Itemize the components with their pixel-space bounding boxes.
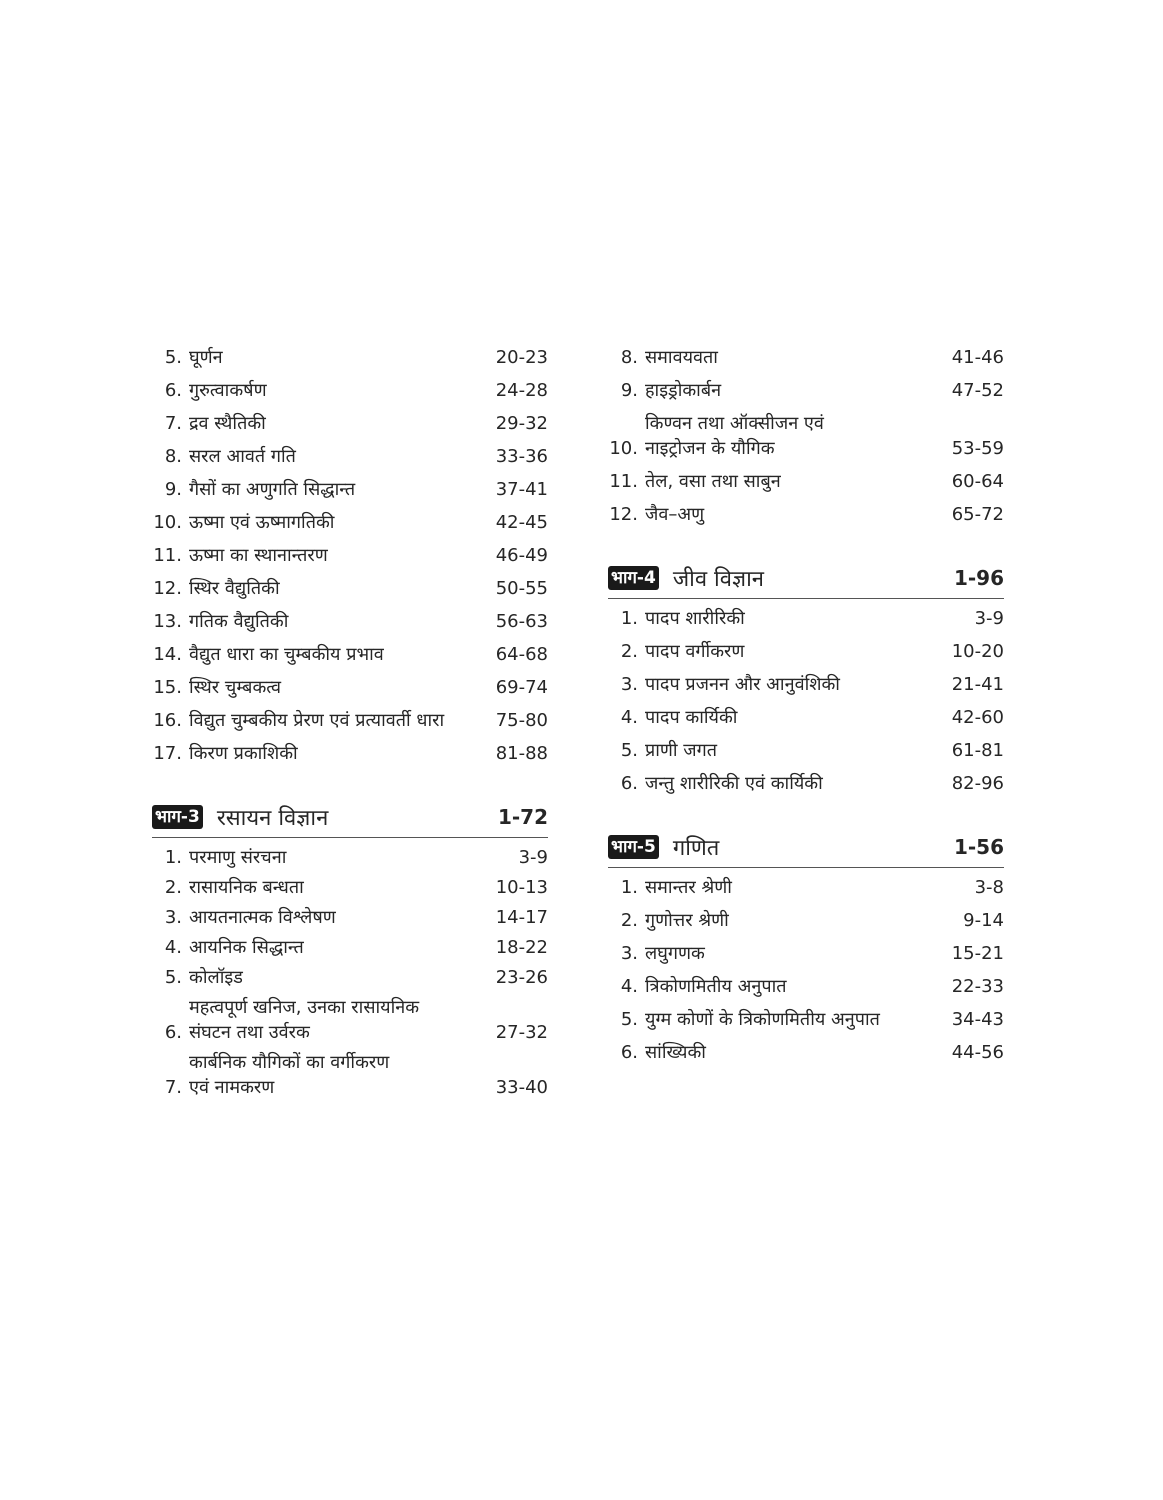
entry-pages: 41-46 (951, 347, 1004, 368)
entry-pages: 33-40 (495, 1077, 548, 1098)
entry-title: सरल आवर्त गति (189, 446, 296, 467)
entry-title: आयतनात्मक विश्लेषण (189, 907, 336, 928)
entry-number: 5. (164, 967, 182, 988)
entry-pages: 33-36 (495, 446, 548, 467)
toc-entry (152, 411, 548, 436)
entry-number: 10. (153, 512, 182, 533)
entry-number: 7. (164, 1077, 182, 1098)
entry-number: 2. (620, 910, 638, 931)
entry-number: 5. (620, 1009, 638, 1030)
toc-entry (152, 543, 548, 568)
entry-pages: 42-60 (951, 707, 1004, 728)
entry-number: 3. (620, 674, 638, 695)
entry-number: 16. (153, 710, 182, 731)
entry-title: पादप शारीरिकी (645, 608, 745, 629)
entry-pages: 21-41 (951, 674, 1004, 695)
entry-pages: 46-49 (495, 545, 548, 566)
entry-title: पादप कार्यिकी (645, 707, 738, 728)
entry-pages: 65-72 (951, 504, 1004, 525)
part-heading (608, 563, 1004, 593)
toc-left-column (152, 345, 548, 1105)
toc-list (152, 345, 548, 766)
part-title: रसायन विज्ञान (216, 806, 329, 831)
entry-number: 2. (620, 641, 638, 662)
entry-pages: 44-56 (951, 1042, 1004, 1063)
entry-title: स्थिर वैद्युतिकी (189, 578, 280, 599)
toc-entry (608, 469, 1004, 494)
toc-entry (608, 908, 1004, 933)
entry-pages: 24-28 (495, 380, 548, 401)
entry-number: 15. (153, 677, 182, 698)
entry-number: 13. (153, 611, 182, 632)
toc-entry (152, 345, 548, 370)
toc-entry (608, 1007, 1004, 1032)
toc-entry (152, 609, 548, 634)
entry-pages: 3-8 (974, 877, 1004, 898)
entry-title: जैव–अणु (645, 504, 705, 525)
toc-entry (152, 642, 548, 667)
toc-entry (608, 974, 1004, 999)
entry-number: 10. (609, 438, 638, 459)
entry-number: 1. (620, 877, 638, 898)
entry-title: ऊष्मा का स्थानान्तरण (189, 545, 328, 566)
toc-entry (608, 606, 1004, 631)
entry-title: ऊष्मा एवं ऊष्मागतिकी (189, 512, 335, 533)
toc-entry (152, 875, 548, 900)
toc-entry (152, 708, 548, 733)
toc-right-column (608, 345, 1004, 1073)
toc-entry (152, 477, 548, 502)
entry-pages: 27-32 (495, 1022, 548, 1043)
entry-pages: 82-96 (951, 773, 1004, 794)
entry-number: 4. (620, 976, 638, 997)
entry-title: किण्वन तथा ऑक्सीजन एवं नाइट्रोजन के यौगिक (645, 413, 824, 459)
entry-number: 3. (620, 943, 638, 964)
entry-pages: 10-20 (951, 641, 1004, 662)
toc-entry (608, 941, 1004, 966)
entry-title: किरण प्रकाशिकी (189, 743, 298, 764)
entry-number: 1. (620, 608, 638, 629)
toc-entry (152, 965, 548, 990)
part-heading (608, 832, 1004, 862)
toc-entry (152, 905, 548, 930)
entry-number: 8. (164, 446, 182, 467)
entry-title: जन्तु शारीरिकी एवं कार्यिकी (645, 773, 823, 794)
entry-number: 8. (620, 347, 638, 368)
part-heading (152, 802, 548, 832)
entry-pages: 9-14 (963, 910, 1004, 931)
entry-pages: 14-17 (495, 907, 548, 928)
entry-pages: 23-26 (495, 967, 548, 988)
part-label-badge: भाग-4 (608, 566, 659, 590)
toc-entry (152, 576, 548, 601)
entry-number: 6. (620, 773, 638, 794)
entry-number: 12. (153, 578, 182, 599)
toc-list (608, 345, 1004, 527)
entry-title: समावयवता (645, 347, 718, 368)
entry-number: 5. (620, 740, 638, 761)
toc-entry (152, 675, 548, 700)
entry-title: घूर्णन (189, 347, 223, 368)
entry-number: 6. (164, 380, 182, 401)
entry-title: आयनिक सिद्धान्त (189, 937, 304, 958)
entry-number: 2. (164, 877, 182, 898)
entry-number: 11. (609, 471, 638, 492)
toc-entry (608, 411, 1004, 461)
entry-pages: 37-41 (495, 479, 548, 500)
entry-title: कार्बनिक यौगिकों का वर्गीकरण एवं नामकरण (189, 1052, 390, 1098)
entry-pages: 47-52 (951, 380, 1004, 401)
toc-entry (608, 738, 1004, 763)
entry-number: 6. (164, 1022, 182, 1043)
part-pages: 1-96 (953, 566, 1004, 590)
entry-title: युग्म कोणों के त्रिकोणमितीय अनुपात (645, 1009, 880, 1030)
entry-pages: 60-64 (951, 471, 1004, 492)
toc-entry (608, 502, 1004, 527)
part-divider (608, 598, 1004, 599)
entry-title: लघुगणक (645, 943, 705, 964)
entry-pages: 42-45 (495, 512, 548, 533)
toc-entry (608, 378, 1004, 403)
entry-pages: 75-80 (495, 710, 548, 731)
toc-list (608, 606, 1004, 796)
toc-list (152, 845, 548, 1100)
part-title: जीव विज्ञान (672, 567, 764, 592)
entry-number: 12. (609, 504, 638, 525)
entry-pages: 53-59 (951, 438, 1004, 459)
entry-pages: 20-23 (495, 347, 548, 368)
entry-pages: 15-21 (951, 943, 1004, 964)
part-label-badge: भाग-5 (608, 835, 659, 859)
entry-number: 9. (620, 380, 638, 401)
entry-title: रासायनिक बन्धता (189, 877, 304, 898)
toc-entry (608, 345, 1004, 370)
entry-pages: 3-9 (974, 608, 1004, 629)
entry-title: गैसों का अणुगति सिद्धान्त (189, 479, 356, 500)
entry-pages: 10-13 (495, 877, 548, 898)
entry-title: समान्तर श्रेणी (645, 877, 732, 898)
entry-number: 1. (164, 847, 182, 868)
entry-number: 4. (620, 707, 638, 728)
toc-entry (152, 935, 548, 960)
toc-entry (152, 378, 548, 403)
entry-title: द्रव स्थैतिकी (189, 413, 266, 434)
entry-pages: 69-74 (495, 677, 548, 698)
entry-pages: 34-43 (951, 1009, 1004, 1030)
toc-entry (608, 771, 1004, 796)
entry-title: गुणोत्तर श्रेणी (645, 910, 729, 931)
entry-number: 9. (164, 479, 182, 500)
entry-pages: 3-9 (518, 847, 548, 868)
entry-title: हाइड्रोकार्बन (645, 380, 722, 401)
part-pages: 1-56 (953, 835, 1004, 859)
toc-entry (608, 875, 1004, 900)
entry-title: पादप वर्गीकरण (645, 641, 745, 662)
entry-pages: 81-88 (495, 743, 548, 764)
entry-title: गतिक वैद्युतिकी (189, 611, 289, 632)
entry-number: 7. (164, 413, 182, 434)
entry-title: गुरुत्वाकर्षण (189, 380, 267, 401)
entry-title: पादप प्रजनन और आनुवंशिकी (645, 674, 840, 695)
entry-title: महत्वपूर्ण खनिज, उनका रासायनिक संघटन तथा उर्वरक (189, 997, 420, 1043)
toc-entry (608, 639, 1004, 664)
entry-title: विद्युत चुम्बकीय प्रेरण एवं प्रत्यावर्ती धारा (189, 710, 445, 731)
entry-number: 4. (164, 937, 182, 958)
part-label-badge: भाग-3 (152, 805, 203, 829)
toc-entry (152, 995, 548, 1045)
toc-entry (152, 1050, 548, 1100)
entry-number: 17. (153, 743, 182, 764)
toc-entry (152, 510, 548, 535)
toc-entry (608, 672, 1004, 697)
entry-title: वैद्युत धारा का चुम्बकीय प्रभाव (189, 644, 384, 665)
entry-pages: 18-22 (495, 937, 548, 958)
entry-pages: 61-81 (951, 740, 1004, 761)
part-title: गणित (672, 836, 720, 861)
entry-pages: 29-32 (495, 413, 548, 434)
entry-title: सांख्यिकी (645, 1042, 706, 1063)
entry-pages: 56-63 (495, 611, 548, 632)
entry-number: 6. (620, 1042, 638, 1063)
entry-title: प्राणी जगत (645, 740, 718, 761)
entry-title: त्रिकोणमितीय अनुपात (645, 976, 787, 997)
toc-entry (152, 741, 548, 766)
entry-number: 14. (153, 644, 182, 665)
toc-entry (152, 845, 548, 870)
entry-title: तेल, वसा तथा साबुन (645, 471, 781, 492)
entry-number: 5. (164, 347, 182, 368)
toc-entry (608, 705, 1004, 730)
entry-title: स्थिर चुम्बकत्व (189, 677, 282, 698)
toc-entry (608, 1040, 1004, 1065)
entry-pages: 22-33 (951, 976, 1004, 997)
part-pages: 1-72 (497, 805, 548, 829)
entry-number: 11. (153, 545, 182, 566)
entry-pages: 64-68 (495, 644, 548, 665)
toc-entry (152, 444, 548, 469)
entry-title: कोलॉइड (189, 967, 243, 988)
entry-number: 3. (164, 907, 182, 928)
entry-pages: 50-55 (495, 578, 548, 599)
part-divider (608, 867, 1004, 868)
part-divider (152, 837, 548, 838)
entry-title: परमाणु संरचना (189, 847, 287, 868)
toc-list (608, 875, 1004, 1065)
